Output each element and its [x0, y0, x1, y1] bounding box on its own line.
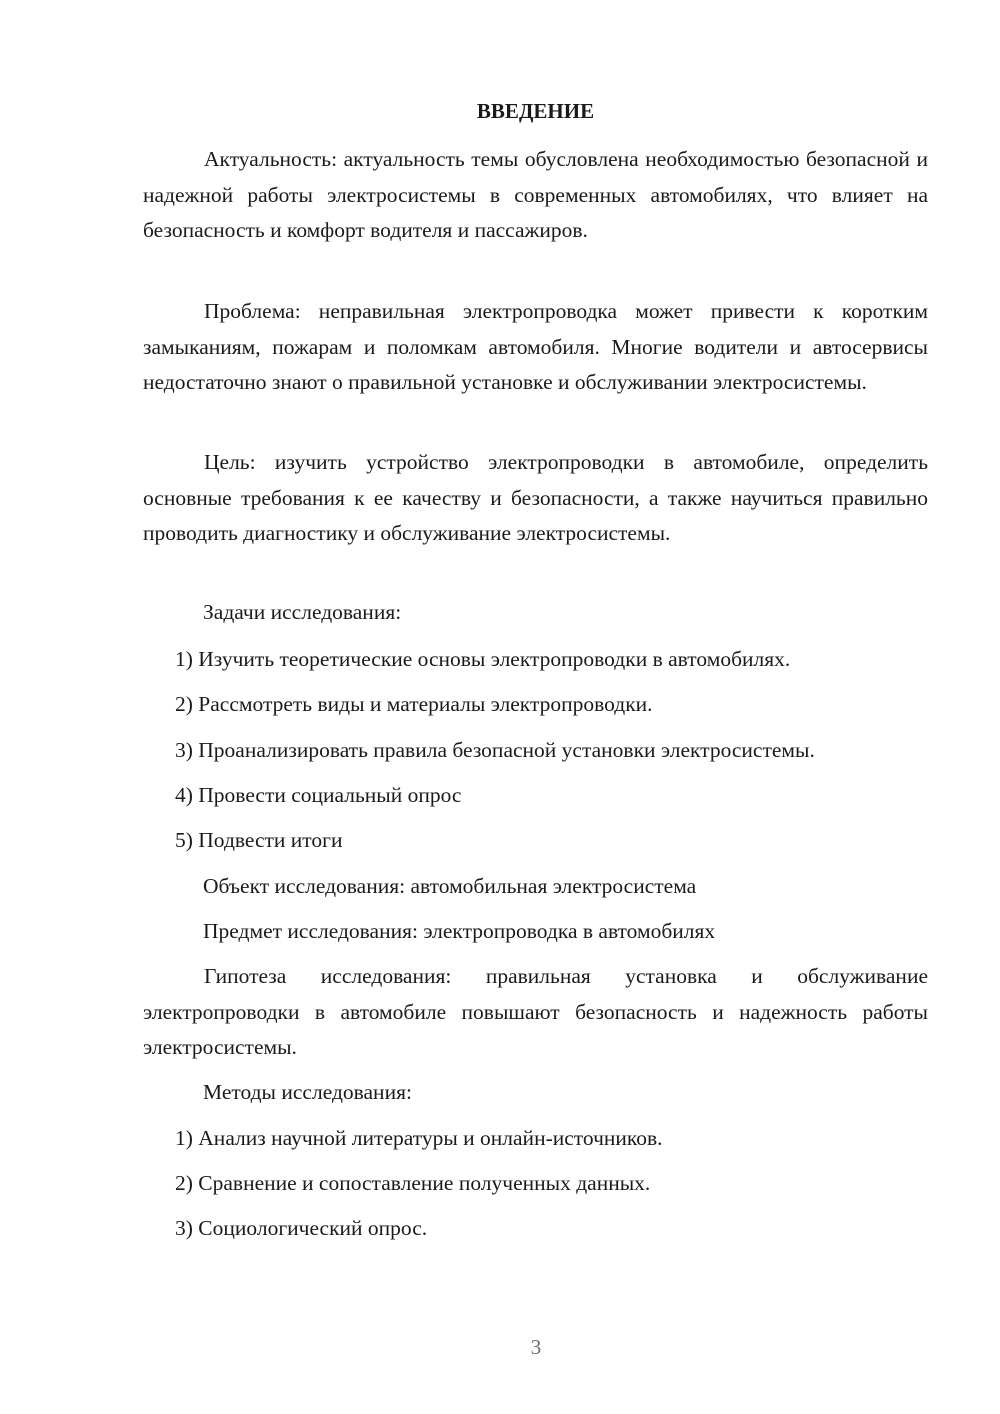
task-item-4: 4) Провести социальный опрос — [175, 783, 462, 807]
research-subject: Предмет исследования: электропроводка в автомобилях — [203, 919, 716, 943]
method-item-3: 3) Социологический опрос. — [175, 1216, 428, 1240]
page-title: ВВЕДЕНИЕ — [476, 99, 595, 123]
tasks-title: Задачи исследования: — [203, 600, 402, 624]
research-object: Объект исследования: автомобильная электросистема — [203, 874, 697, 898]
paragraph-problem: Проблема: неправильная электропроводка может привести к коротким замыканиям, пожарам и поломкам автомобиля. Многие водители и автосервисы недостаточно знают о правильной установке и обслуживании электросистемы. — [143, 299, 928, 394]
page-number: 3 — [530, 1335, 542, 1359]
method-item-1: 1) Анализ научной литературы и онлайн-источников. — [175, 1126, 663, 1150]
method-item-2: 2) Сравнение и сопоставление полученных данных. — [175, 1171, 651, 1195]
paragraph-goal: Цель: изучить устройство электропроводки в автомобиле, определить основные требования к ее качеству и безопасности, а также научиться правильно проводить диагностику и обслуживание электросистемы. — [143, 450, 928, 545]
paragraph-relevance: Актуальность: актуальность темы обусловлена необходимостью безопасной и надежной работы электросистемы в современных автомобилях, что влияет на безопасность и комфорт водителя и пассажиров. — [143, 147, 928, 242]
task-item-2: 2) Рассмотреть виды и материалы электропроводки. — [175, 692, 653, 716]
task-item-5: 5) Подвести итоги — [175, 828, 343, 852]
methods-title: Методы исследования: — [203, 1080, 412, 1104]
task-item-3: 3) Проанализировать правила безопасной установки электросистемы. — [175, 738, 815, 762]
paragraph-hypothesis: Гипотеза исследования: правильная установка и обслуживание электропроводки в автомобиле повышают безопасность и надежность работы электросистемы. — [143, 964, 928, 1059]
task-item-1: 1) Изучить теоретические основы электропроводки в автомобилях. — [175, 647, 791, 671]
